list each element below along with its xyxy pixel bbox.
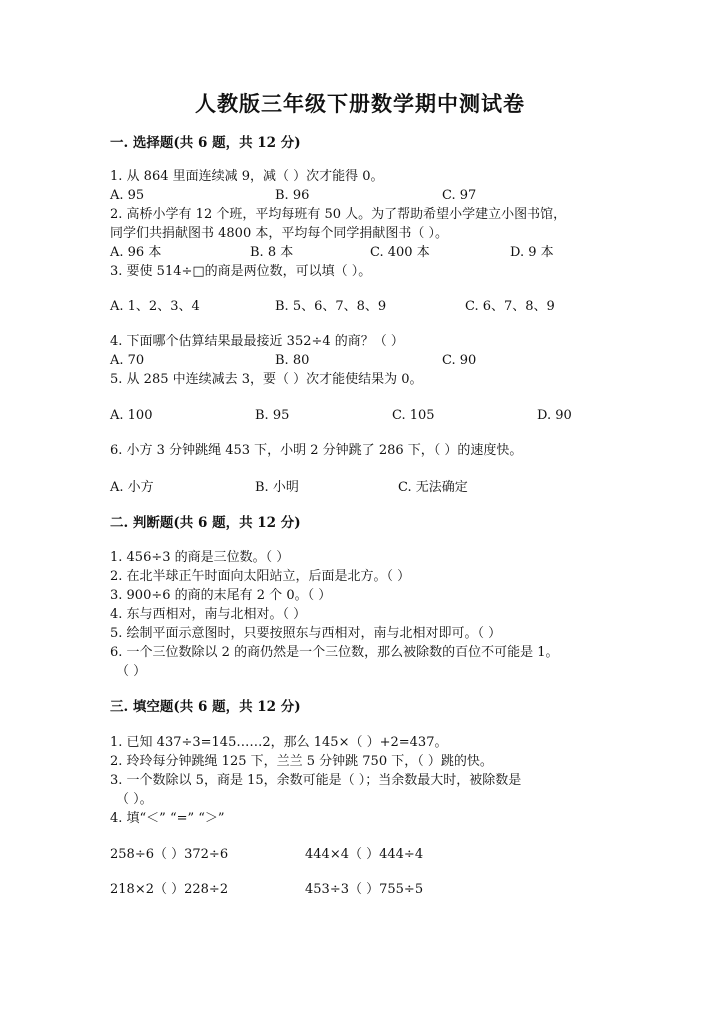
question-2-option-d: D. 9 本: [510, 245, 554, 260]
compare-item-4: 453÷3（ ）755÷5: [305, 882, 424, 897]
fill-question-4: 4. 填“＜” “=” “＞”: [110, 811, 225, 826]
compare-item-3: 218×2（ ）228÷2: [110, 882, 229, 897]
judgment-item-3: 3. 900÷6 的商的末尾有 2 个 0。（ ）: [110, 588, 332, 603]
question-2-option-c: C. 400 本: [370, 245, 430, 260]
question-2-option-b: B. 8 本: [250, 245, 294, 260]
question-6-stem: 6. 小方 3 分钟跳绳 453 下，小明 2 分钟跳了 286 下，（ ）的速度快。: [110, 443, 523, 458]
fill-question-1: 1. 已知 437÷3=145……2，那么 145×（ ）+2=437。: [110, 735, 448, 750]
question-5-option-c: C. 105: [392, 408, 435, 423]
compare-item-2: 444×4（ ）444÷4: [305, 847, 424, 862]
question-6-option-c: C. 无法确定: [398, 480, 468, 495]
judgment-item-2: 2. 在北半球正午时面向太阳站立，后面是北方。（ ）: [110, 569, 411, 584]
question-3-stem: 3. 要使 514÷□的商是两位数，可以填（ ）。: [110, 264, 372, 279]
question-3-option-b: B. 5、6、7、8、9: [275, 299, 387, 314]
fill-question-3-line2: （ ）。: [116, 792, 153, 807]
question-1-option-c: C. 97: [442, 188, 477, 203]
judgment-item-4: 4. 东与西相对，南与北相对。（ ）: [110, 607, 307, 622]
question-6-option-b: B. 小明: [255, 480, 299, 495]
question-6-option-a: A. 小方: [110, 480, 154, 495]
judgment-item-6-blank: （ ）: [116, 664, 147, 679]
question-4-option-b: B. 80: [275, 353, 310, 368]
question-5-option-a: A. 100: [110, 408, 153, 423]
question-5-option-d: D. 90: [537, 408, 572, 423]
judgment-item-1: 1. 456÷3 的商是三位数。（ ）: [110, 550, 290, 565]
question-2-option-a: A. 96 本: [110, 245, 162, 260]
question-2-stem-line2: 同学们共捐献图书 4800 本，平均每个同学捐献图书（ ）。: [110, 226, 448, 241]
question-5-stem: 5. 从 285 中连续减去 3，要（ ）次才能使结果为 0。: [110, 372, 423, 387]
page-title: 人教版三年级下册数学期中测试卷: [195, 91, 525, 116]
question-4-stem: 4. 下面哪个估算结果最最接近 352÷4 的商？（ ）: [110, 334, 404, 349]
judgment-item-6: 6. 一个三位数除以 2 的商仍然是一个三位数，那么被除数的百位不可能是 1。: [110, 645, 559, 660]
question-2-stem-line1: 2. 高桥小学有 12 个班，平均每班有 50 人。为了帮助希望小学建立小图书馆，: [110, 207, 567, 222]
question-1-stem: 1. 从 864 里面连续减 9，减（ ）次才能得 0。: [110, 169, 384, 184]
question-4-option-c: C. 90: [442, 353, 477, 368]
question-1-option-b: B. 96: [275, 188, 310, 203]
question-3-option-c: C. 6、7、8、9: [465, 299, 555, 314]
fill-question-3-line1: 3. 一个数除以 5，商是 15，余数可能是（ ）；当余数最大时，被除数是: [110, 773, 522, 788]
section-heading-judgment: 二. 判断题(共 6 题，共 12 分): [110, 515, 301, 531]
fill-question-2: 2. 玲玲每分钟跳绳 125 下，兰兰 5 分钟跳 750 下，（ ）跳的快。: [110, 754, 493, 769]
question-3-option-a: A. 1、2、3、4: [110, 299, 200, 314]
compare-item-1: 258÷6（ ）372÷6: [110, 847, 229, 862]
question-4-option-a: A. 70: [110, 353, 145, 368]
section-heading-choice: 一. 选择题(共 6 题，共 12 分): [110, 135, 301, 151]
question-5-option-b: B. 95: [255, 408, 290, 423]
judgment-item-5: 5. 绘制平面示意图时，只要按照东与西相对，南与北相对即可。（ ）: [110, 626, 502, 641]
question-1-option-a: A. 95: [110, 188, 145, 203]
section-heading-fill-in: 三. 填空题(共 6 题，共 12 分): [110, 699, 301, 715]
